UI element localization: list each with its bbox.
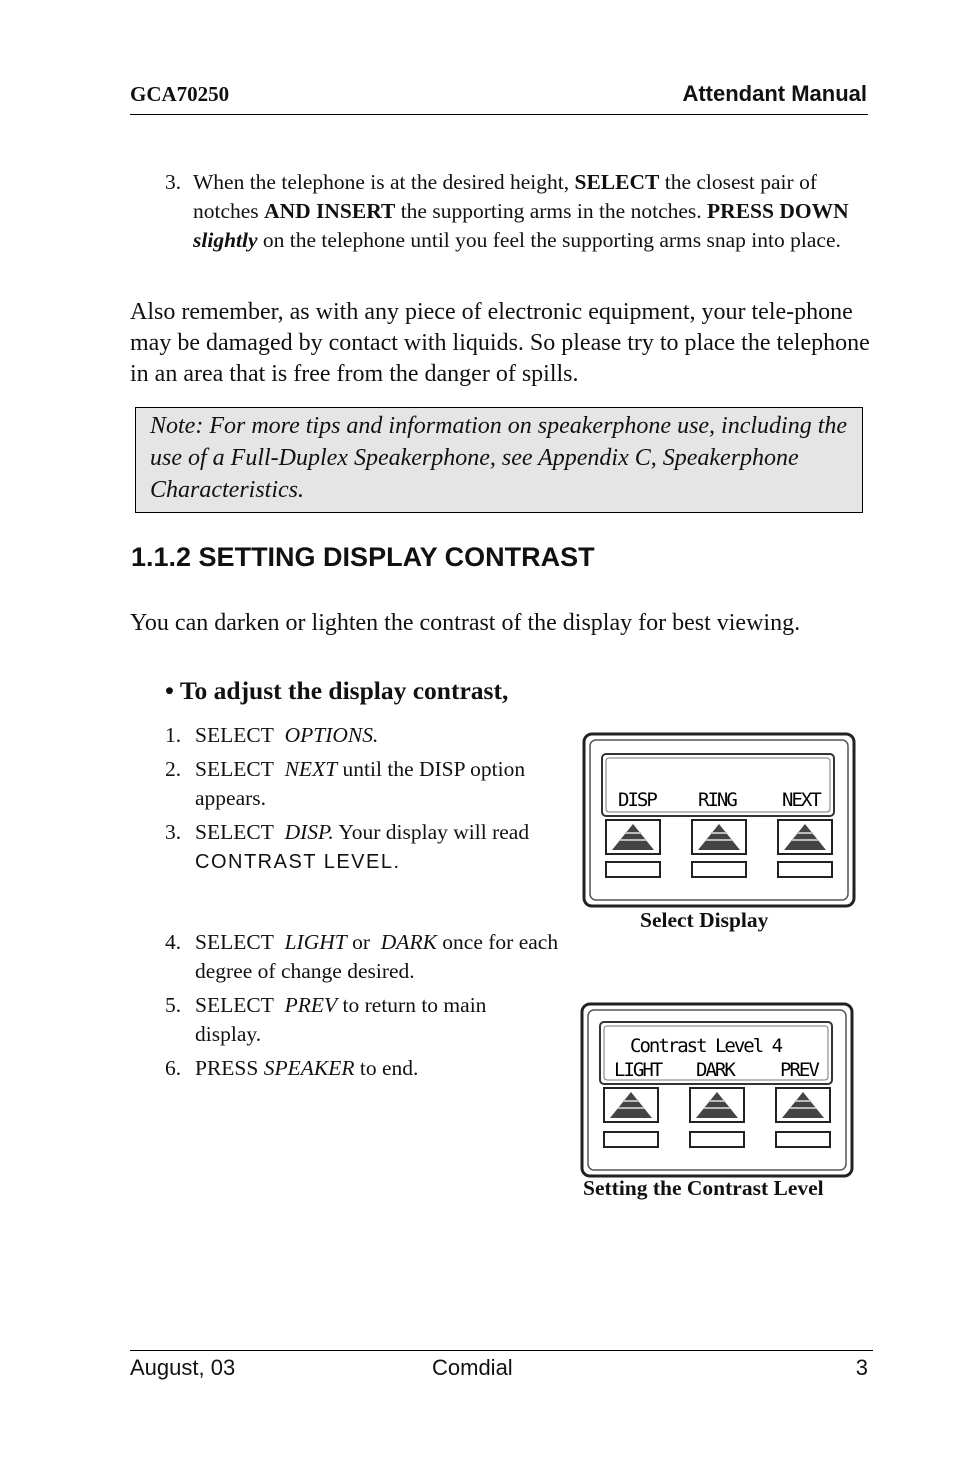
led-light <box>604 1132 658 1147</box>
footer-date: August, 03 <box>130 1355 236 1380</box>
footer-rule <box>130 1350 873 1351</box>
step-3: 3. SELECT DISP. Your display will read CONTRAST LEVEL. <box>165 820 530 873</box>
install-step-3: 3. When the telephone is at the desired height, SELECT the closest pair of notches AND INSERT the supporting arms in the notches. PRESS DOWN slightly on the telephone until you feel the supporting arms snap into place. <box>165 170 849 252</box>
softkey-prev <box>776 1088 830 1122</box>
display-readout: CONTRAST LEVEL. <box>195 851 401 873</box>
header-rule <box>130 114 868 115</box>
liquids-warning: Also remember, as with any piece of electronic equipment, your tele-phone may be damaged by contact with liquids. So please try to place the telephone in an area that is free from the danger of spills. <box>130 299 870 387</box>
note-box <box>135 407 863 513</box>
step-1: 1. SELECT OPTIONS. <box>165 723 379 747</box>
procedure-heading: • To adjust the display contrast, <box>165 676 509 705</box>
led-prev <box>776 1132 830 1147</box>
softkey-1 <box>606 820 660 854</box>
doc-id: GCA70250 <box>130 82 230 106</box>
select-display-figure <box>582 732 856 908</box>
softkey-dark <box>690 1088 744 1122</box>
softkey-light <box>604 1088 658 1122</box>
led-dark <box>690 1132 744 1147</box>
note-label: Note <box>150 413 196 439</box>
page-number: 3 <box>855 1355 868 1380</box>
lcd-contrast-line: Contrast Level 4 <box>630 1035 782 1057</box>
figure-caption-select-display: Select Display <box>640 908 769 932</box>
note-text: : For more tips and information on speakerphone use, including the use of a Full-Duplex Speakerphone, see Appendix C, Speakerphone Characteristics. <box>150 413 848 503</box>
lcd-label-ring: RING <box>698 789 736 811</box>
softkey-3 <box>778 820 832 854</box>
lcd-label-dark: DARK <box>696 1059 734 1081</box>
led-1 <box>606 862 660 877</box>
footer-company: Comdial <box>432 1355 513 1380</box>
section-heading: 1.1.2 SETTING DISPLAY CONTRAST <box>131 542 595 572</box>
step-6: 6. PRESS SPEAKER to end. <box>165 1056 419 1080</box>
led-3 <box>778 862 832 877</box>
figure-caption-contrast-level: Setting the Contrast Level <box>583 1176 824 1200</box>
step-5: 5. SELECT PREV to return to main display. <box>165 993 487 1046</box>
lcd-label-next: NEXT <box>782 789 820 811</box>
intro-paragraph: You can darken or lighten the contrast of the display for best viewing. <box>130 610 801 636</box>
step-4: 4. SELECT LIGHT or DARK once for each degree of change desired. <box>165 930 559 983</box>
lcd-label-prev: PREV <box>780 1059 818 1081</box>
softkey-2 <box>692 820 746 854</box>
lcd-label-disp: DISP <box>618 789 656 811</box>
step-2: 2. SELECT NEXT until the DISP option appears. <box>165 757 526 810</box>
lcd-label-light: LIGHT <box>614 1059 662 1081</box>
manual-title: Attendant Manual <box>682 81 867 106</box>
led-2 <box>692 862 746 877</box>
contrast-level-figure <box>580 1002 854 1178</box>
step-number: 3. <box>165 170 182 194</box>
